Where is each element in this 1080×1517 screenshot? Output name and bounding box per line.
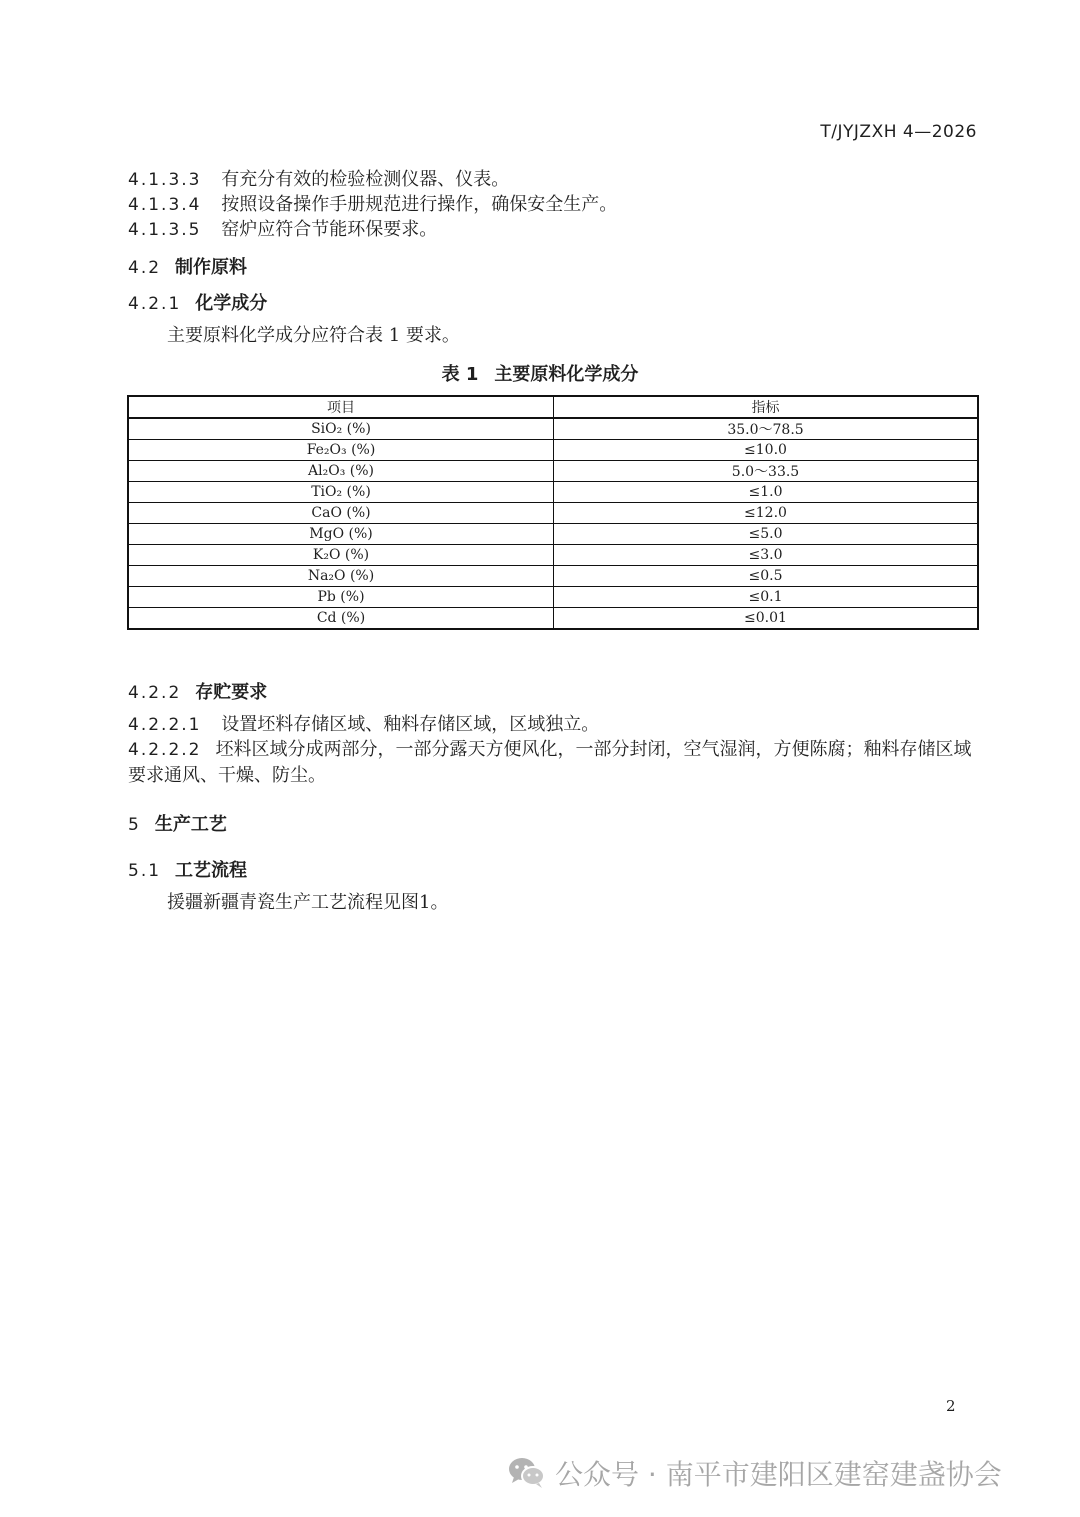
clause-number: 4.1.3.4	[128, 195, 202, 215]
value-cell: ≤1.0	[554, 482, 979, 503]
section-number: 4.2	[128, 258, 162, 278]
item-cell: Pb (%)	[128, 587, 554, 608]
value-cell: 5.0～33.5	[554, 461, 979, 482]
clause-4-2-2-1	[128, 713, 599, 737]
table-row	[128, 461, 978, 482]
item-cell: CaO (%)	[128, 503, 554, 524]
table-row	[128, 566, 978, 587]
value-cell: ≤12.0	[554, 503, 979, 524]
value-cell: ≤3.0	[554, 545, 979, 566]
table-caption	[0, 360, 1080, 386]
clause-text: 设置坯料存储区域、釉料存储区域，区域独立。	[221, 714, 600, 735]
table-caption-number: 表 1	[441, 364, 479, 385]
value-cell: ≤0.1	[554, 587, 979, 608]
item-cell: TiO₂ (%)	[128, 482, 554, 503]
table-row	[128, 440, 978, 461]
clause-text: 有充分有效的检验检测仪器、仪表。	[221, 169, 510, 190]
section-title: 化学成分	[195, 293, 268, 314]
table-row	[128, 418, 978, 440]
table-row	[128, 503, 978, 524]
clause-number: 4.2.2.1	[128, 715, 202, 735]
value-cell: 35.0～78.5	[554, 418, 979, 440]
item-cell: Cd (%)	[128, 608, 554, 630]
value-cell: ≤0.5	[554, 566, 979, 587]
section-heading-4-2	[128, 253, 247, 279]
column-header-item: 项目	[128, 396, 554, 418]
value-cell: ≤0.01	[554, 608, 979, 630]
section-heading-4-2-1	[128, 289, 267, 315]
table-row	[128, 587, 978, 608]
table-header-row	[128, 396, 978, 418]
paragraph-table-reference: 主要原料化学成分应符合表 1 要求。	[167, 325, 460, 346]
clause-text: 窑炉应符合节能环保要求。	[221, 219, 438, 240]
wechat-icon	[507, 1456, 547, 1490]
page-number: 2	[946, 1397, 956, 1415]
item-cell: SiO₂ (%)	[128, 418, 554, 440]
clause-4-2-2-2	[128, 737, 980, 788]
watermark-footer	[507, 1453, 1002, 1493]
clause-number: 4.1.3.5	[128, 220, 202, 240]
document-code: T/JYJZXH 4—2026	[820, 122, 977, 142]
value-cell: ≤5.0	[554, 524, 979, 545]
item-cell: Al₂O₃ (%)	[128, 461, 554, 482]
footer-text: 公众号 · 南平市建阳区建窑建盏协会	[555, 1458, 1002, 1491]
clause-number: 4.2.2.2	[128, 740, 202, 760]
section-title: 存贮要求	[195, 682, 268, 703]
item-cell: Fe₂O₃ (%)	[128, 440, 554, 461]
table-row	[128, 524, 978, 545]
table-row	[128, 545, 978, 566]
item-cell: K₂O (%)	[128, 545, 554, 566]
table-caption-title: 主要原料化学成分	[494, 364, 639, 385]
section-title: 工艺流程	[175, 860, 248, 881]
table-row	[128, 482, 978, 503]
section-number: 5.1	[128, 861, 162, 881]
item-cell: Na₂O (%)	[128, 566, 554, 587]
table-row	[128, 608, 978, 630]
section-title: 生产工艺	[154, 814, 227, 835]
section-number: 4.2.1	[128, 294, 182, 314]
section-number: 5	[128, 815, 141, 835]
clause-4-1-3-4	[128, 193, 617, 217]
value-cell: ≤10.0	[554, 440, 979, 461]
clause-4-1-3-3	[128, 168, 509, 192]
section-title: 制作原料	[175, 257, 248, 278]
paragraph-process-flow: 援疆新疆青瓷生产工艺流程见图1。	[167, 892, 449, 913]
clause-text: 坯料区域分成两部分，一部分露天方便风化，一部分封闭，空气湿润，方便陈腐；釉料存储区域要求通风、干燥、防尘。	[128, 739, 972, 786]
clause-number: 4.1.3.3	[128, 170, 202, 190]
clause-text: 按照设备操作手册规范进行操作，确保安全生产。	[221, 194, 618, 215]
section-heading-5	[128, 810, 227, 836]
section-number: 4.2.2	[128, 683, 182, 703]
column-header-value: 指标	[554, 396, 979, 418]
chemical-composition-table	[127, 395, 979, 630]
item-cell: MgO (%)	[128, 524, 554, 545]
section-heading-4-2-2	[128, 678, 267, 704]
clause-4-1-3-5	[128, 218, 437, 242]
section-heading-5-1	[128, 856, 247, 882]
